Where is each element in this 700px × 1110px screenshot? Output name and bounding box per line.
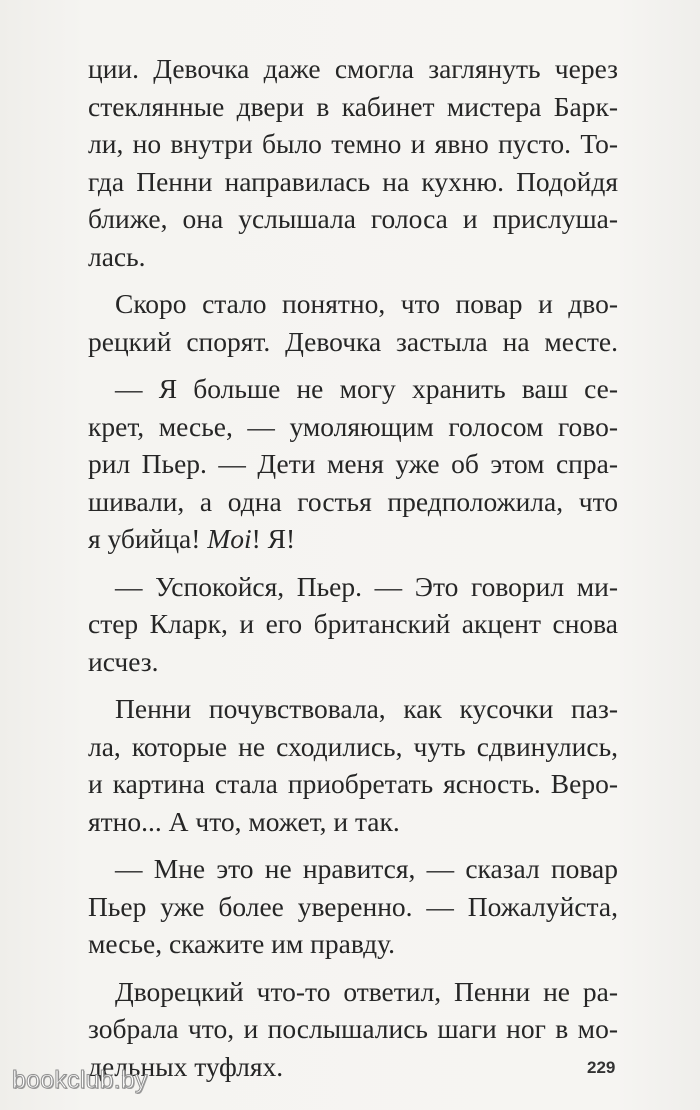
text-line: шивали, а одна гостья предположила, что <box>88 485 618 517</box>
italic-word: Moi <box>207 523 252 554</box>
text-line: ли, но внутри было темно и явно пусто. То- <box>88 128 618 159</box>
text-line: зобрала что, и послышались шаги ног в мо- <box>88 1013 618 1044</box>
text-line: Пьер уже более уверенно. — Пожалуйста, <box>88 890 618 922</box>
page-number: 229 <box>587 1058 616 1077</box>
text-line: — Я больше не могу хранить ваш се- <box>115 373 618 404</box>
paragraph <box>88 50 618 275</box>
text-fragment: ! Я! <box>251 523 296 554</box>
text-line: — Успокойся, Пьер. — Это говорил ми- <box>115 570 618 602</box>
page-text <box>88 50 618 1085</box>
paragraph <box>88 690 618 840</box>
text-line: месье, скажите им правду. <box>88 928 395 959</box>
paragraph <box>88 973 618 1086</box>
paragraph <box>88 850 618 963</box>
paragraph <box>88 568 618 681</box>
text-line: Скоро стало понятно, что повар и дво- <box>115 288 618 319</box>
text-line: рецкий спорят. Девочка застыла на месте. <box>88 325 618 357</box>
text-line: — Мне это не нравится, — сказал повар <box>115 853 618 884</box>
text-line: ятно... А что, может, и так. <box>88 805 400 837</box>
text-line: и картина стала приобретать ясность. Веро- <box>88 768 618 799</box>
text-line: ции. Девочка даже смогла заглянуть через <box>88 53 618 84</box>
text-line: исчез. <box>88 645 159 677</box>
text-line: лась. <box>88 240 146 272</box>
text-line: Пенни почувствовала, как кусочки паз- <box>115 693 618 724</box>
text-line: гда Пенни направилась на кухню. Подойдя <box>88 165 618 197</box>
text-line: крет, месье, — умоляющим голосом гово- <box>88 410 618 442</box>
paragraph <box>88 370 618 558</box>
text-line: стер Кларк, и его британский акцент снова <box>88 608 618 639</box>
text-line: ближе, она услышала голоса и прислуша- <box>88 203 618 234</box>
watermark: bookclub.by <box>12 1066 148 1094</box>
text-fragment: я убийца! <box>88 523 208 554</box>
text-line: Дворецкий что-то ответил, Пенни не ра- <box>115 975 618 1007</box>
text-line <box>88 520 618 558</box>
text-line: рил Пьер. — Дети меня уже об этом спра- <box>88 448 618 479</box>
text-line: дельных туфлях. <box>88 1050 284 1082</box>
text-line: стеклянные двери в кабинет мистера Барк- <box>88 90 618 122</box>
text-line: ла, которые не сходились, чуть сдвинулись, <box>88 730 618 762</box>
paragraph <box>88 285 618 360</box>
